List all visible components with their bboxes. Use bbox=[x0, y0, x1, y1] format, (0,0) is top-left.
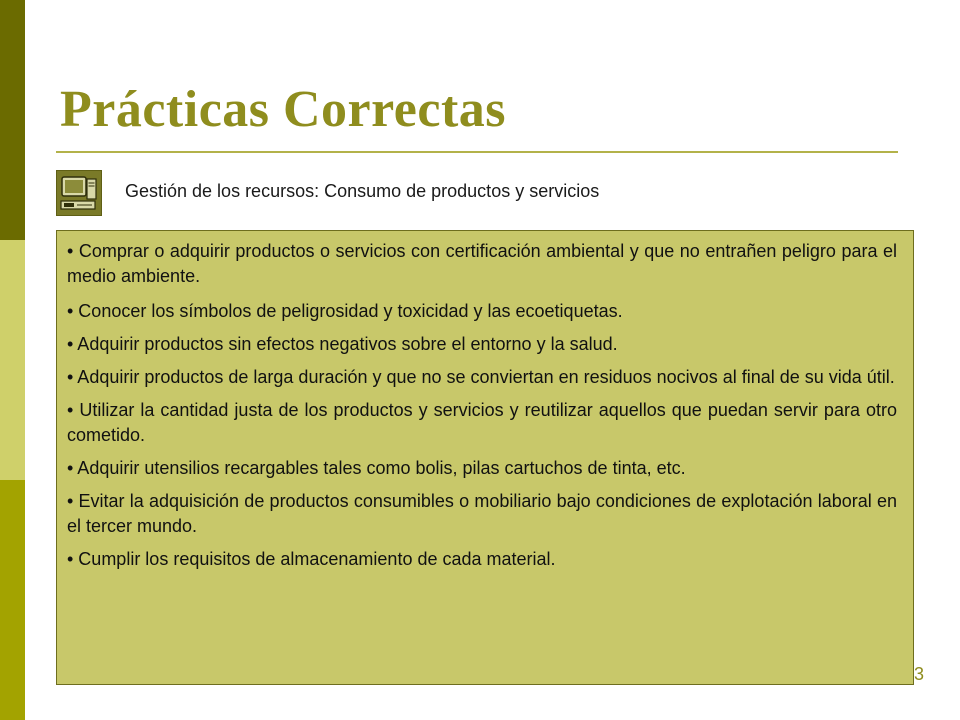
list-item: • Adquirir productos sin efectos negativos sobre el entorno y la salud. bbox=[67, 334, 618, 354]
computer-icon bbox=[56, 170, 102, 216]
page-number: 3 bbox=[914, 664, 925, 684]
practices-list-box bbox=[56, 230, 914, 685]
list-item: • Adquirir productos de larga duración y que no se conviertan en residuos nocivos al final de su vida útil. bbox=[67, 367, 895, 387]
list-item: • Cumplir los requisitos de almacenamiento de cada material. bbox=[67, 549, 556, 569]
slide-title: Prácticas Correctas bbox=[60, 81, 506, 138]
list-item: • Comprar o adquirir productos o servicios con certificación ambiental y que no entrañen peligro para el medio ambiente. bbox=[67, 241, 897, 286]
title-underline bbox=[56, 151, 898, 153]
list-item: • Evitar la adquisición de productos consumibles o mobiliario bajo condiciones de explotación laboral en el tercer mundo. bbox=[67, 491, 897, 536]
list-item: • Adquirir utensilios recargables tales como bolis, pilas cartuchos de tinta, etc. bbox=[67, 458, 686, 478]
decorative-bar-middle bbox=[0, 240, 25, 480]
slide-subtitle: Gestión de los recursos: Consumo de productos y servicios bbox=[125, 181, 600, 201]
list-item: • Conocer los símbolos de peligrosidad y toxicidad y las ecoetiquetas. bbox=[67, 301, 623, 321]
decorative-bar-bottom bbox=[0, 480, 25, 720]
decorative-bar-top bbox=[0, 0, 25, 240]
list-item: • Utilizar la cantidad justa de los productos y servicios y reutilizar aquellos que puedan servir para otro cometido. bbox=[67, 400, 897, 445]
